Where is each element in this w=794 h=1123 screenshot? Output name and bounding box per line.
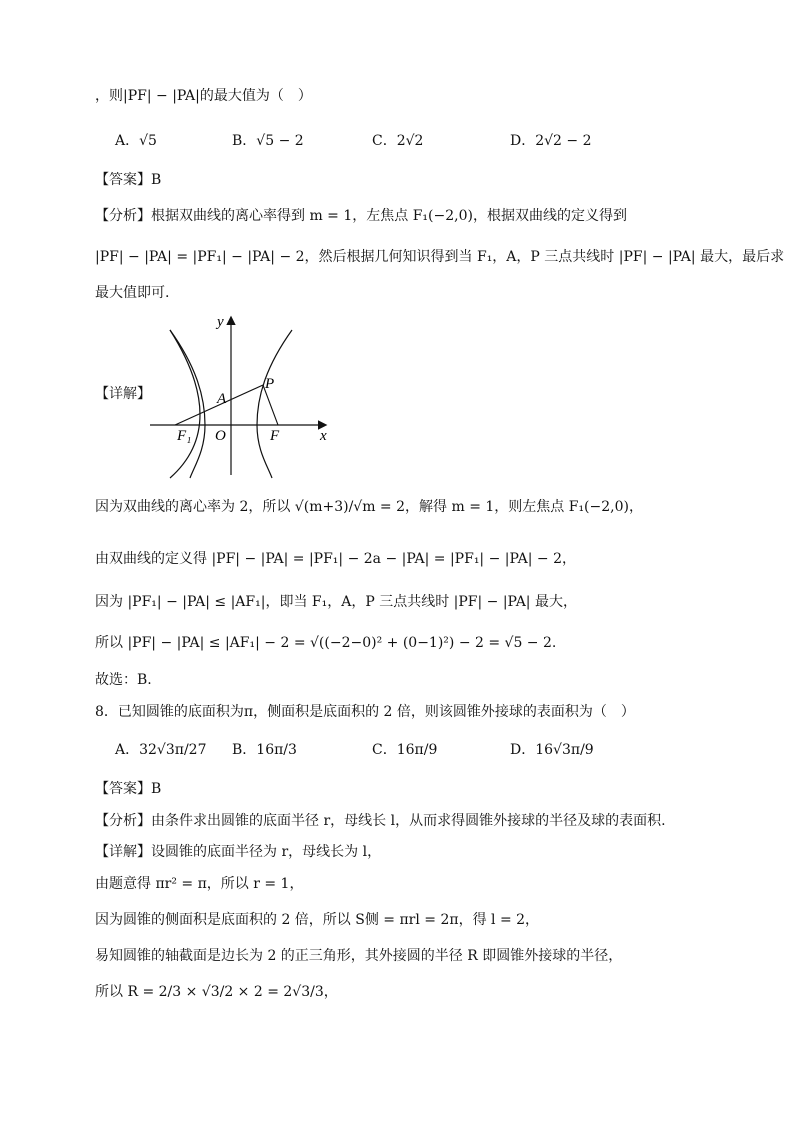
analysis-text: 由条件求出圆锥的底面半径 r，母线长 l，从而求得圆锥外接球的半径及球的表面积. — [151, 813, 666, 829]
analysis-text-1: 根据双曲线的离心率得到 m = 1，左焦点 F₁(−2,0)，根据双曲线的定义得到 — [151, 208, 627, 224]
q8-analysis — [95, 811, 666, 831]
hyperbola-right-branch — [257, 330, 292, 478]
q8-answer — [95, 779, 161, 799]
q7-option-d: D．2√2 − 2 — [510, 133, 592, 149]
answer-tag: 【答案】 — [95, 781, 151, 797]
q7-option-b: B．√5 − 2 — [232, 133, 304, 149]
q8-detail — [95, 842, 381, 862]
label-f: F — [270, 428, 280, 444]
q7-option-c: C．2√2 — [372, 133, 424, 149]
analysis-tag: 【分析】 — [95, 813, 151, 829]
q8-option-b: B．16π/3 — [232, 742, 297, 758]
answer-value: B — [151, 781, 162, 797]
detail-text-1: 设圆锥的底面半径为 r，母线长为 l， — [151, 844, 382, 860]
q8-detail-3: 因为圆锥的侧面积是底面积的 2 倍，所以 S侧 = πrl = 2π，得 l = 2， — [95, 912, 540, 928]
q7-detail-1: 因为双曲线的离心率为 2，所以 √(m+3)/√m = 2，解得 m = 1，则左焦点 F₁(−2,0)， — [95, 499, 643, 515]
q8-detail-2: 由题意得 πr² = π，所以 r = 1， — [95, 876, 304, 892]
q7-stem-tail: ，则|PF| − |PA|的最大值为（ ） — [95, 88, 312, 104]
q7-answer — [95, 170, 161, 190]
q7-analysis-3: 最大值即可. — [95, 285, 170, 301]
q7-detail-tag: 【详解】 — [95, 386, 151, 402]
q8-option-a: A．32√3π/27 — [115, 742, 207, 758]
q8-detail-5: 所以 R = 2/3 × √3/2 × 2 = 2√3/3， — [95, 984, 338, 1000]
label-a: A — [217, 391, 227, 407]
q7-option-a: A．√5 — [115, 133, 157, 149]
hyperbola-left-branch-lower — [200, 425, 215, 478]
hyperbola-figure — [145, 310, 345, 480]
q7-analysis-2: |PF| − |PA| = |PF₁| − |PA| − 2，然后根据几何知识得到当 F₁，A，P 三点共线时 |PF| − |PA| 最大，最后求 — [95, 249, 785, 265]
q8-option-c: C．16π/9 — [372, 742, 438, 758]
q8-detail-4: 易知圆锥的轴截面是边长为 2 的正三角形，其外接圆的半径 R 即圆锥外接球的半径， — [95, 948, 623, 964]
label-x: x — [320, 428, 327, 444]
answer-value: B — [151, 172, 162, 188]
q7-choose: 故选：B. — [95, 672, 152, 688]
hyperbola-left-branch — [170, 330, 200, 478]
q7-detail-4: 所以 |PF| − |PA| ≤ |AF₁| − 2 = √((−2−0)² + (0−1)²) − 2 = √5 − 2. — [95, 635, 557, 651]
label-f1: F₁ — [177, 428, 192, 444]
q7-detail-2: 由双曲线的定义得 |PF| − |PA| = |PF₁| − 2a − |PA| = |PF₁| − |PA| − 2， — [95, 551, 576, 567]
q7-detail-3: 因为 |PF₁| − |PA| ≤ |AF₁|，即当 F₁，A，P 三点共线时 |PF| − |PA| 最大， — [95, 594, 577, 610]
label-o: O — [215, 428, 226, 444]
detail-tag: 【详解】 — [95, 844, 151, 860]
q8-stem: 8．已知圆锥的底面积为π，侧面积是底面积的 2 倍，则该圆锥外接球的表面积为（ ） — [95, 704, 635, 720]
q7-analysis — [95, 206, 627, 226]
analysis-tag: 【分析】 — [95, 208, 151, 224]
label-p: P — [265, 376, 275, 392]
answer-tag: 【答案】 — [95, 172, 151, 188]
q8-option-d: D．16√3π/9 — [510, 742, 594, 758]
label-y: y — [217, 314, 224, 330]
